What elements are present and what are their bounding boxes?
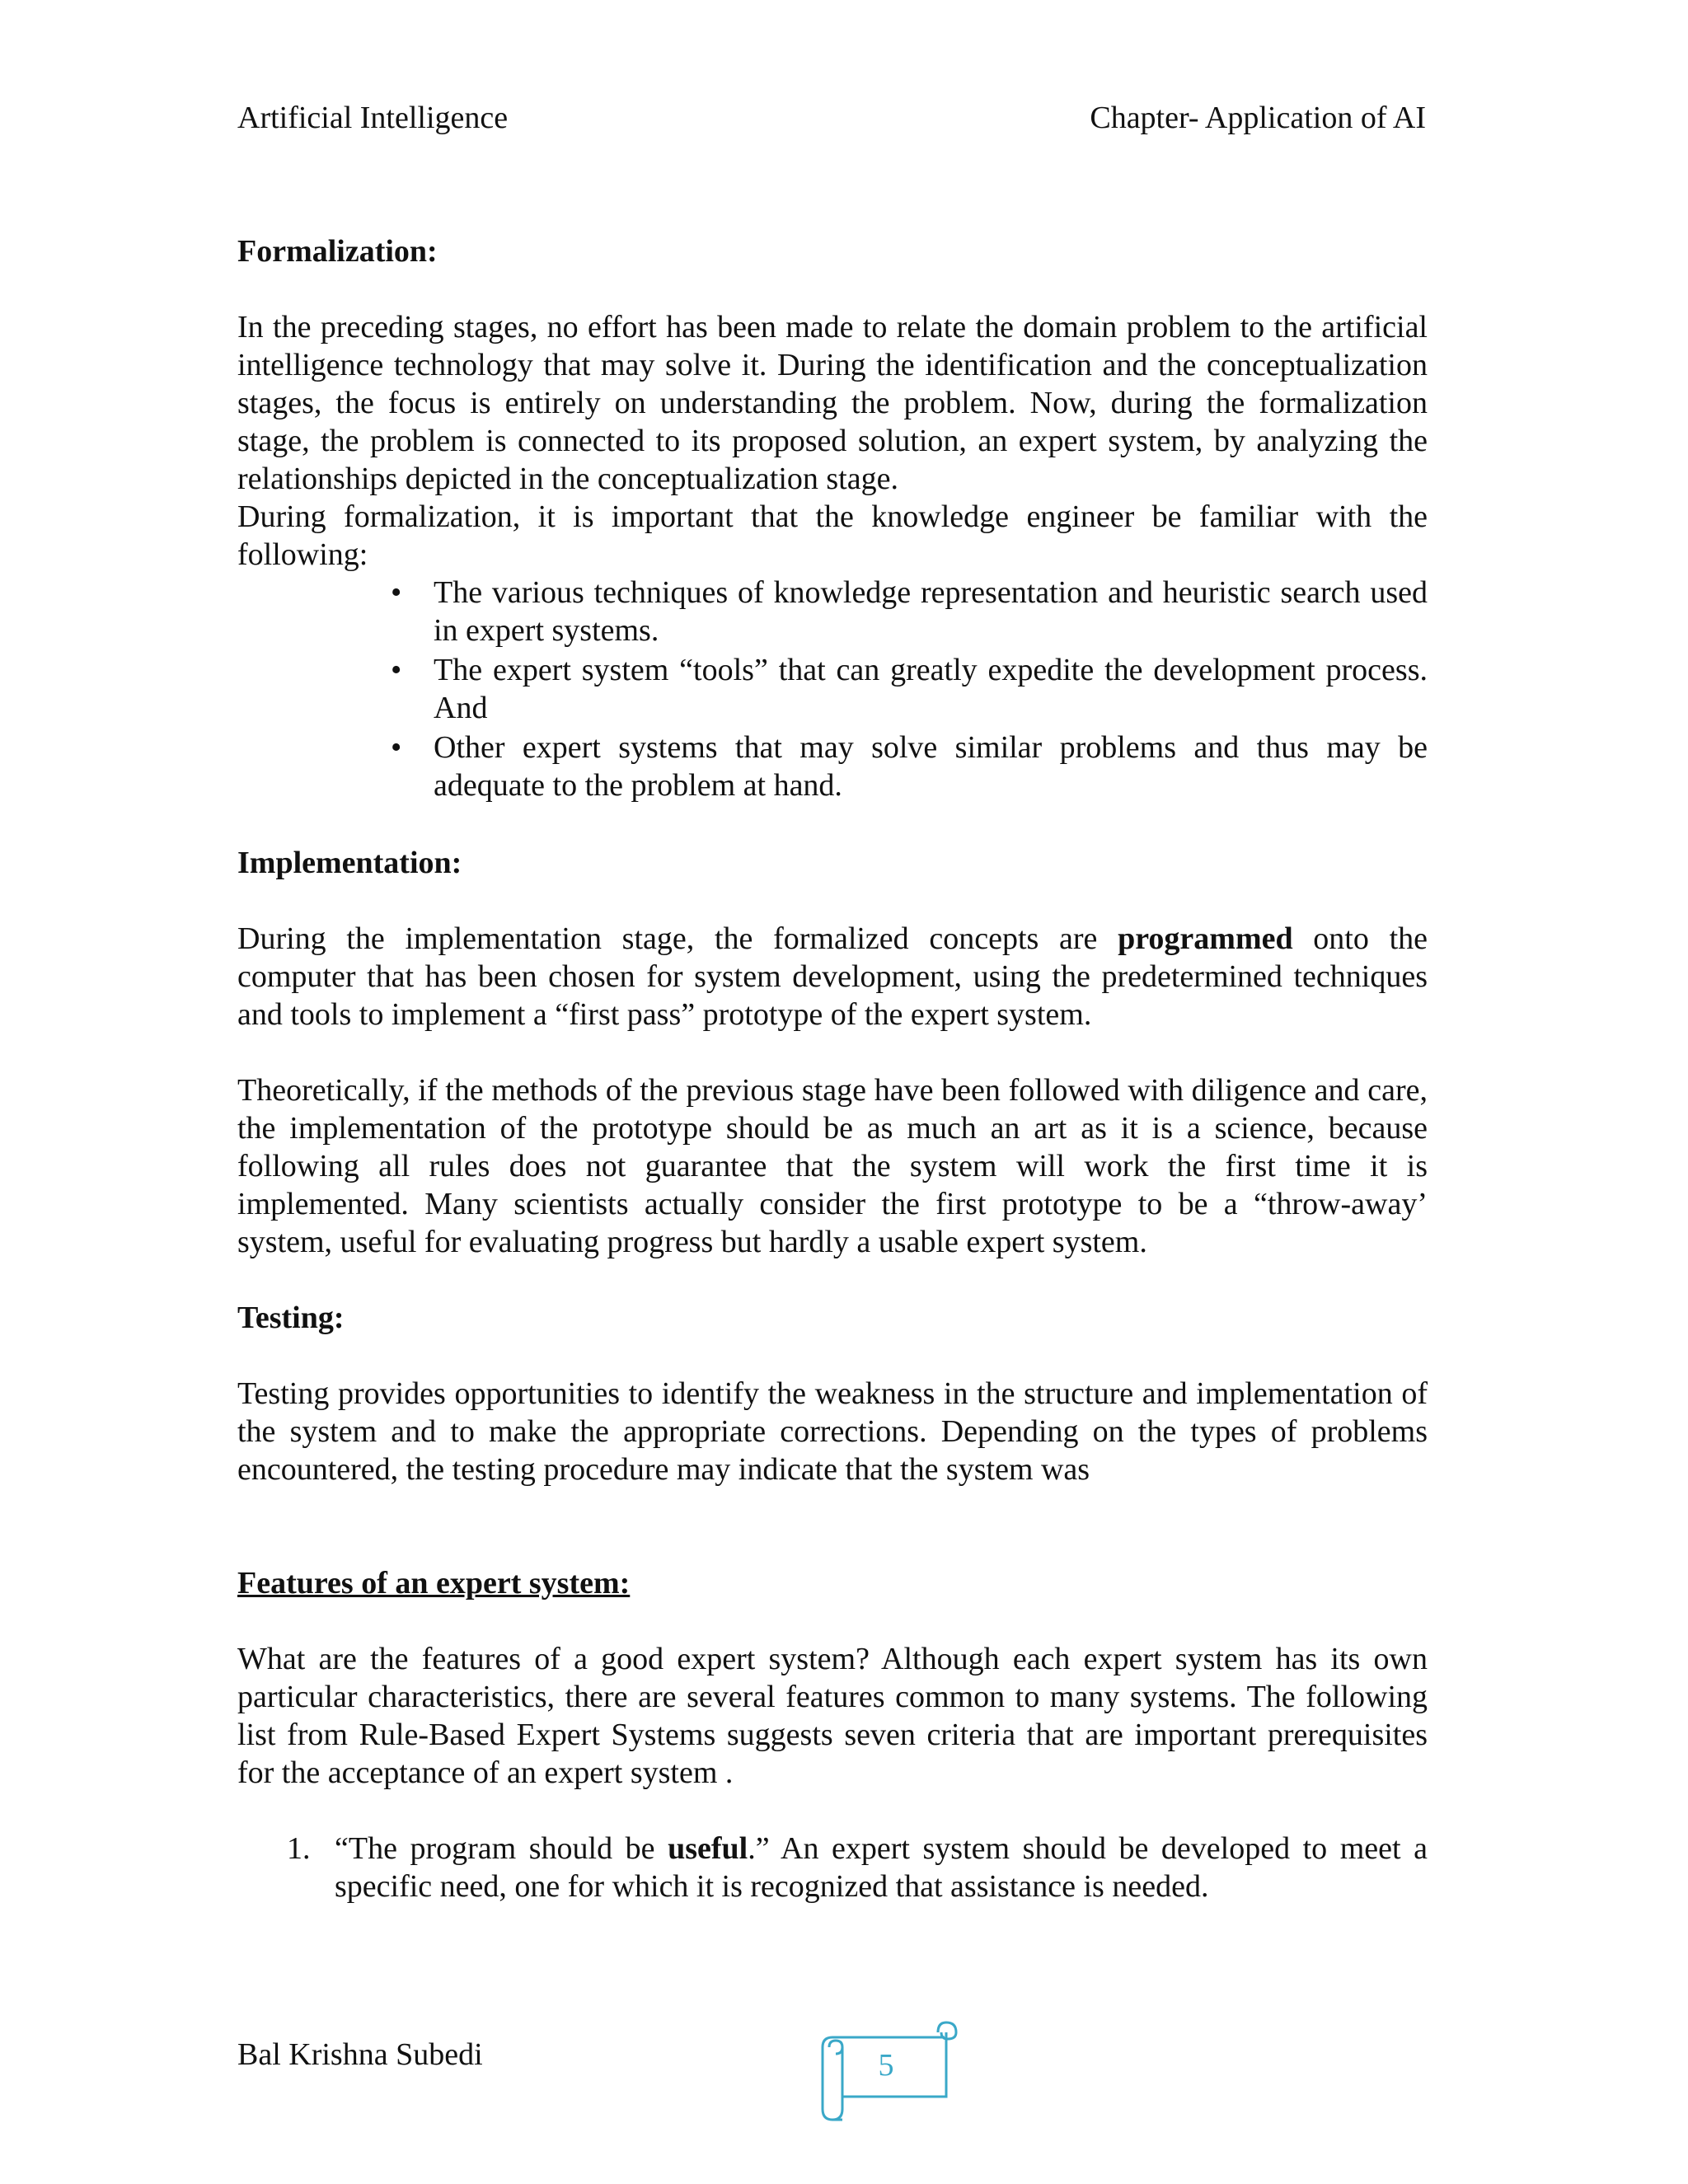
bullet-icon: •	[391, 575, 402, 610]
paragraph: What are the features of a good expert system? Although each expert system has its own particular characteristics, there are several features common to many systems. The following list from Rule-Based Expert Systems suggests seven criteria that are important prerequisites for the acceptance of an expert system .	[237, 1642, 1428, 1790]
header-chapter: Chapter- Application of AI	[1090, 101, 1426, 135]
bullet-list	[237, 574, 1428, 804]
page-body	[237, 232, 1428, 1905]
paragraph: Testing provides opportunities to identify the weakness in the structure and implementation of the system and to make the appropriate corrections. Depending on the types of problems encountered, the testing procedure may indicate that the system was	[237, 1376, 1428, 1487]
section-heading-implementation: Implementation:	[237, 846, 462, 880]
section-heading-features: Features of an expert system:	[237, 1566, 631, 1601]
section-heading-formalization: Formalization:	[237, 234, 438, 269]
list-number: 1.	[287, 1831, 311, 1866]
paragraph: In the preceding stages, no effort has been made to relate the domain problem to the artificial intelligence technology that may solve it. During the identification and the conceptualization stages, the focus is entirely on understanding the problem. Now, during the formalization stage, the problem is connected to its proposed solution, an expert system, by analyzing the relationships depicted in the conceptualization stage.	[237, 310, 1428, 496]
bullet-icon: •	[391, 653, 402, 687]
numbered-list	[237, 1830, 1428, 1905]
list-item: • Other expert systems that may solve similar problems and thus may be adequate to the problem at hand.	[391, 730, 1428, 803]
list-item: 1. “The program should be useful.” An expert system should be developed to meet a specific need, one for which it is recognized that assistance is needed.	[287, 1831, 1428, 1904]
header-title: Artificial Intelligence	[237, 101, 509, 135]
bullet-icon: •	[391, 730, 402, 765]
paragraph: During the implementation stage, the formalized concepts are programmed onto the computer that has been chosen for system development, using the predetermined techniques and tools to implement a “first pass” prototype of the expert system.	[237, 921, 1428, 1032]
emphasis: programmed	[1118, 921, 1293, 956]
paragraph: Theoretically, if the methods of the previous stage have been followed with diligence and care, the implementation of the prototype should be as much an art as it is a science, because following all rules does not guarantee that the system will work the first time it is implemented. Many scientists actually consider the first prototype to be a “throw-away’ system, useful for evaluating progress but hardly a usable expert system.	[237, 1073, 1428, 1259]
page-number: 5	[878, 2048, 894, 2083]
footer-author: Bal Krishna Subedi	[237, 2037, 483, 2072]
paragraph: During formalization, it is important that the knowledge engineer be familiar with the following:	[237, 499, 1428, 572]
section-heading-testing: Testing:	[237, 1301, 345, 1335]
list-item: • The various techniques of knowledge representation and heuristic search used in expert systems.	[391, 575, 1428, 648]
list-item: • The expert system “tools” that can greatly expedite the development process. And	[391, 653, 1428, 725]
emphasis: useful	[668, 1831, 748, 1866]
